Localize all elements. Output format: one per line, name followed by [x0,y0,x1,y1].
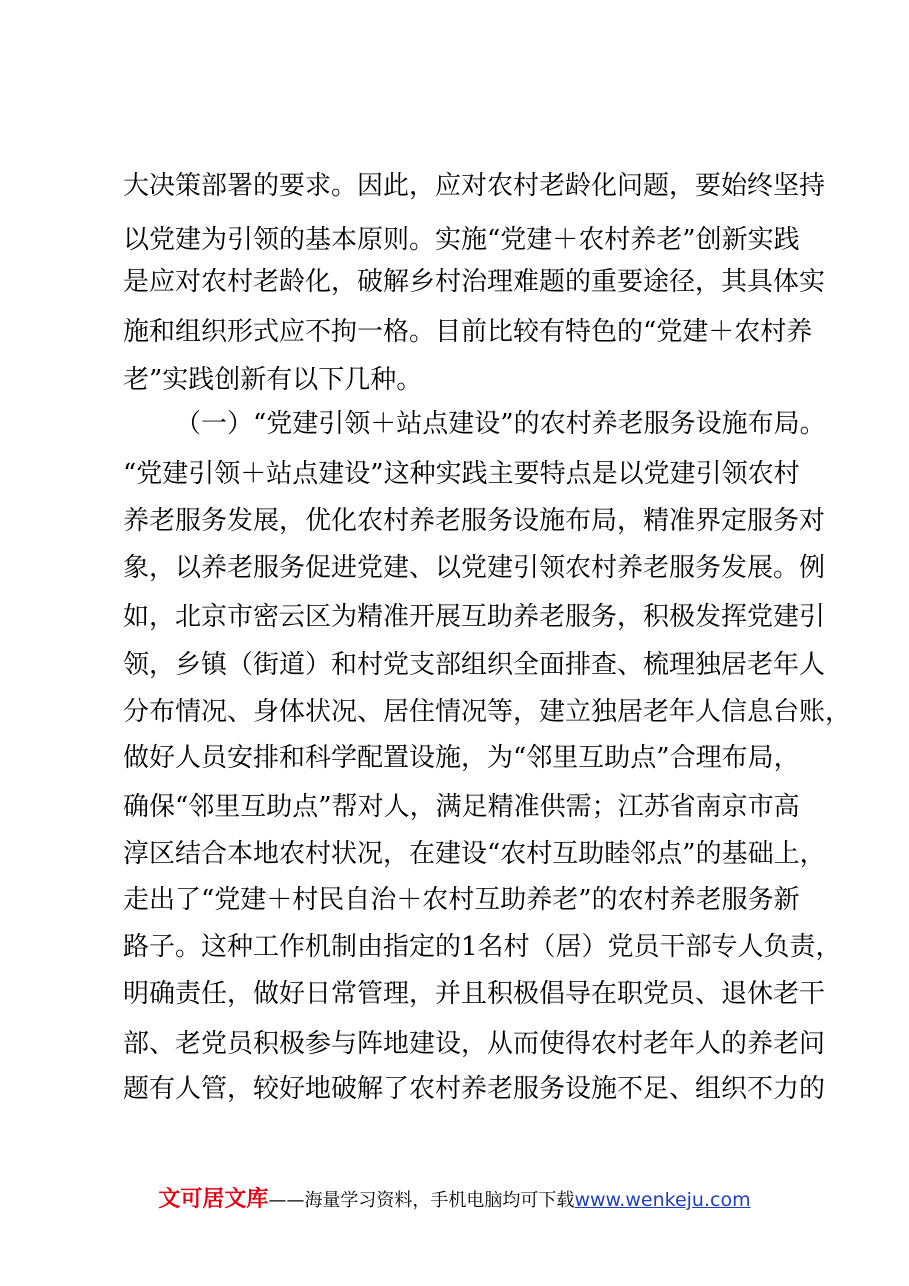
text-line: 以党建为引领的基本原则。实施“党建＋农村养老”创新实践 [123,225,800,255]
text-line: 大决策部署的要求。因此，应对农村老龄化问题，要始终坚持 [123,171,826,201]
footer-slogan: ——海量学习资料，手机电脑均可下载 [268,1190,575,1211]
text-line: 题有人管，较好地破解了农村养老服务设施不足、组织不力的 [123,1074,826,1104]
text-line: 老”实践创新有以下几种。 [123,365,423,395]
text-line: 象，以养老服务促进党建、以党建引领农村养老服务发展。例 [123,553,826,583]
text-line: 确保“邻里互助点”帮对人，满足精准供需；江苏省南京市高 [123,792,800,822]
text-line: 如，北京市密云区为精准开展互助养老服务，积极发挥党建引 [123,602,826,632]
section-heading: （一）“党建引领＋站点建设”的农村养老服务设施布局。 [175,409,826,439]
footer-banner [0,1182,909,1213]
text-line: 分布情况、身体状况、居住情况等，建立独居老年人信息台账， [123,697,852,727]
text-line: “党建引领＋站点建设”这种实践主要特点是以党建引领农村 [123,459,800,489]
text-line: 部、老党员积极参与阵地建设，从而使得农村老年人的养老问 [123,1029,826,1059]
text-line: 淳区结合本地农村状况，在建设“农村互助睦邻点”的基础上， [123,839,826,869]
text-line: 领，乡镇（街道）和村党支部组织全面排查、梳理独居老年人 [123,650,826,680]
text-line: 养老服务发展，优化农村养老服务设施布局，精准界定服务对 [123,506,826,536]
footer-url-link[interactable]: www.wenkeju.com [574,1189,751,1211]
text-line: 路子。这种工作机制由指定的1名村（居）党员干部专人负责， [123,932,842,962]
text-line: 施和组织形式应不拘一格。目前比较有特色的“党建＋农村养 [123,317,813,347]
text-line: 做好人员安排和科学配置设施，为“邻里互助点”合理布局， [123,743,800,773]
text-line: 走出了“党建＋村民自治＋农村互助养老”的农村养老服务新 [123,885,800,915]
footer-brand: 文可居文库 [158,1187,269,1212]
text-line: 是应对农村老龄化，破解乡村治理难题的重要途径，其具体实 [123,267,826,297]
text-line: 明确责任，做好日常管理，并且积极倡导在职党员、退休老干 [123,979,826,1009]
